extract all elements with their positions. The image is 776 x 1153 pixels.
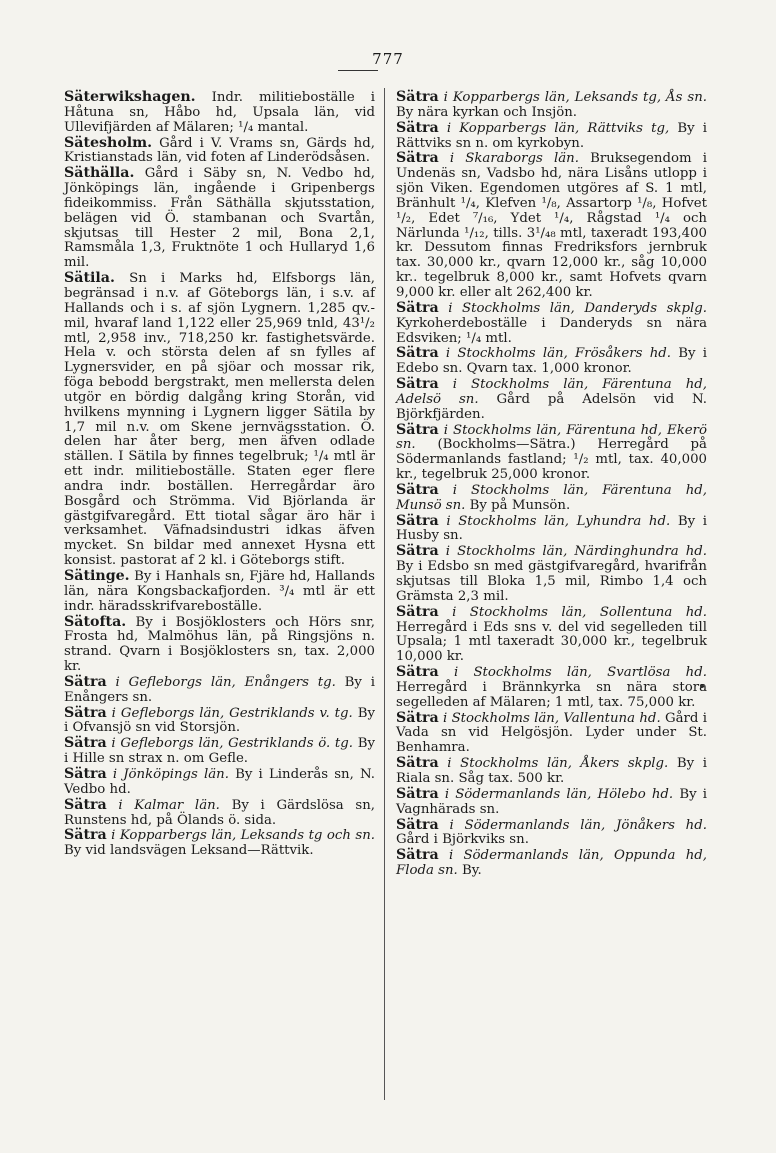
- dictionary-entry: [64, 675, 375, 706]
- entry-text: Sn i Marks hd, Elfsborgs län, begränsad i n.v. af Göteborgs län, i s.v. af Hallands och i s. af sjön Lygnern. 1,285 qv.-mil, hvaraf land 1,122 eller 25,969 tnld, 43¹/₂ mtl, 2,958 inv., 718,250 kr. fastighetsvärde. Hela v. och största delen af sn fylles af Lygnersvider, en på sjöar och mossar rik, föga bebodd bergstrakt, men mellersta delen utgör en bördig dalgång kring Storån, vid hvilkens mynning i Lygnern ligger Sätila by 1,7 mil n.v. om Skene jernvägsstation. Ö. delen har åter berg, men äfven odlade ställen. I Sätila by finnes tegelbruk; ¹/₄ mtl är ett indr. militieboställe. Staten eger flere andra indr. boställen. Herregårdar äro Bosgård och Strömma. Vid Björlanda är gästgifvaregård. Ett tiotal sågar äro här i verksamhet. Väfnadsindustri idkas äfven mycket. Sn bildar med annexet Hysna ett konsist. pastorat af 2 kl. i Göteborgs stift.: [64, 271, 375, 569]
- entry-text: By på Munsön.: [469, 497, 571, 513]
- dictionary-entry: [396, 483, 707, 514]
- dictionary-entry: [396, 711, 707, 757]
- entry-text: Gård i Björkviks sn.: [396, 832, 529, 848]
- entry-region: i Kopparbergs län, Leksands tg, Ås sn.: [443, 90, 707, 105]
- column-divider: [384, 88, 385, 1100]
- dictionary-entry: [64, 828, 375, 859]
- entry-headword: Sätra: [64, 735, 107, 752]
- dictionary-entry: [64, 706, 375, 737]
- entry-text: By i Ofvansjö sn vid Storsjön.: [64, 705, 375, 736]
- entry-text: Indr. militieboställe i Håtuna sn, Håbo hd, Upsala län, vid Ullevifjärden af Mälaren; ¹/₄ mantal.: [64, 90, 375, 135]
- dictionary-entry: [64, 736, 375, 767]
- dictionary-entry: [396, 787, 707, 818]
- entry-region: i Skaraborgs län.: [449, 151, 579, 167]
- entry-headword: Sätra: [396, 481, 439, 498]
- entry-text: Kyrkoherdeboställe i Danderyds sn nära Edsviken; ¹/₄ mtl.: [396, 315, 707, 346]
- entry-text: By i Linderås sn, N. Vedbo hd.: [64, 766, 375, 797]
- entry-region: i Stockholms län, Frösåkers hd.: [445, 346, 671, 362]
- entry-text: By i Edebo sn. Qvarn tax. 1,000 kronor.: [396, 346, 707, 377]
- entry-text: Gård på Adelsön vid N. Björkfjärden.: [396, 391, 708, 422]
- entry-region: i Kopparbergs län, Rättviks tg,: [446, 120, 670, 136]
- entry-text: By i Hanhals sn, Fjäre hd, Hallands län, nära Kongsbackafjorden. ³/₄ mtl är ett indr. häradsskrifvareboställe.: [64, 569, 375, 614]
- dictionary-entry: [396, 301, 707, 347]
- entry-region: i Södermanlands län, Oppunda hd, Floda sn.: [396, 848, 707, 879]
- dictionary-entry: [64, 166, 375, 271]
- entry-headword: Sätesholm.: [64, 134, 153, 151]
- entry-region: i Stockholms län, Färentuna hd, Adelsö sn.: [396, 377, 707, 407]
- dictionary-entry: [396, 665, 707, 711]
- entry-headword: Säterwikshagen.: [64, 89, 196, 105]
- left-column: [64, 90, 375, 859]
- entry-headword: Sätra: [64, 704, 107, 721]
- entry-text: By.: [462, 863, 482, 879]
- entry-headword: Sätra: [396, 603, 439, 620]
- entry-headword: Säthälla.: [64, 165, 135, 182]
- entry-text: By i Husby sn.: [396, 513, 707, 544]
- dictionary-entry: [396, 605, 707, 665]
- entry-region: i Stockholms län, Danderyds skplg.: [448, 300, 708, 316]
- entry-headword: Sätra: [396, 119, 439, 136]
- dictionary-entry: [396, 151, 707, 300]
- entry-headword: Sätra: [396, 376, 439, 393]
- entry-text: By i Bosjöklosters och Hörs snr, Frosta hd, Malmöhus län, på Ringsjöns n. strand. Qvarn i Bosjöklosters sn, tax. 2,000 kr.: [64, 614, 375, 675]
- dictionary-entry: [396, 377, 707, 423]
- entry-region: i Stockholms län, Närdinghundra hd.: [445, 544, 707, 560]
- entry-headword: Sätra: [396, 512, 439, 529]
- entry-region: i Stockholms län, Sollentuna hd.: [452, 604, 707, 620]
- dictionary-entry: [396, 756, 707, 787]
- entry-headword: Sätra: [396, 89, 439, 105]
- entry-headword: Sätra: [396, 709, 439, 726]
- entry-text: By i Enångers sn.: [64, 674, 376, 705]
- page-number: 777: [372, 50, 404, 68]
- dictionary-entry: [396, 346, 707, 377]
- entry-text: Gård i Vada sn vid Helgösjön. Lyder under St. Benhamra.: [396, 710, 707, 756]
- entry-headword: Sätra: [396, 755, 439, 772]
- entry-region: i Stockholms län, Färentuna hd, Ekerö sn.: [396, 422, 707, 453]
- dictionary-entry: [64, 90, 375, 136]
- entry-region: i Stockholms län, Färentuna hd, Munsö sn.: [396, 482, 707, 513]
- entry-text: By i Rättviks sn n. om kyrkobyn.: [396, 120, 707, 151]
- entry-headword: Sätra: [396, 816, 439, 833]
- dictionary-entry: [396, 121, 707, 152]
- entry-text: By nära kyrkan och Insjön.: [396, 104, 578, 120]
- entry-text: Gård i V. Vrams sn, Gärds hd, Kristianstads län, vid foten af Linderödsåsen.: [64, 135, 375, 166]
- dictionary-entry: [64, 136, 375, 167]
- entry-headword: Sätra: [64, 796, 107, 813]
- dictionary-entry: [64, 569, 375, 615]
- entry-text: Bruksegendom i Undenäs sn, Vadsbo hd, nära Lisåns utlopp i sjön Viken. Egendomen utgöres af S. 1 mtl, Bränhult ¹/₄, Klefven ¹/₈, Assartorp ¹/₈, Hofvet ¹/₂, Edet ⁷/₁₆, Ydet ¹/₄, Rågstad ¹/₄ och Närlunda ¹/₁₂, tills. 3¹/₄₈ mtl, taxeradt 193,400 kr. Dessutom finnas Fredriksfors jernbruk tax. 30,000 kr., qvarn 12,000 kr., såg 10,000 kr.. tegelbruk 8,000 kr., samt Hofvets qvarn 9,000 kr. eller alt 262,400 kr.: [396, 151, 708, 300]
- entry-text: By i Edsbo sn med gästgifvaregård, hvarifrån skjutsas till Bloka 1,5 mil, Rimbo 1,4 och Grämsta 2,3 mil.: [396, 559, 707, 604]
- entry-text: By i Hille sn strax n. om Gefle.: [64, 736, 375, 767]
- entry-text: By i Gärdslösa sn, Runstens hd, på Ölands ö. sida.: [64, 797, 375, 828]
- entry-region: i Södermanlands län, Jönåkers hd.: [449, 817, 707, 833]
- entry-headword: Sätra: [396, 847, 439, 864]
- dictionary-entry: [64, 767, 375, 798]
- entry-region: i Södermanlands län, Hölebo hd.: [444, 786, 674, 802]
- entry-headword: Sätra: [396, 543, 439, 560]
- dictionary-entry: [396, 90, 707, 121]
- entry-region: i Stockholms län, Lyhundra hd.: [446, 513, 671, 529]
- entry-text: (Bockholms—Sätra.) Herregård på Södermanlands fastland; ¹/₂ mtl, tax. 40,000 kr., tegelbruk 25,000 kronor.: [396, 437, 707, 483]
- entry-headword: Sätila.: [64, 270, 115, 287]
- entry-headword: Sätra: [64, 827, 107, 844]
- dictionary-entry: [396, 818, 707, 849]
- entry-headword: Sätinge.: [64, 568, 130, 584]
- entry-text: By i Riala sn. Såg tax. 500 kr.: [396, 756, 707, 786]
- entry-headword: Sätra: [396, 345, 439, 362]
- entry-headword: Sätra: [64, 765, 107, 782]
- entry-headword: Sätra: [396, 785, 439, 802]
- right-column: [396, 90, 707, 879]
- dictionary-entry: [396, 423, 707, 483]
- entry-region: i Kalmar län.: [118, 797, 220, 813]
- entry-headword: Sätra: [396, 664, 439, 681]
- dictionary-entry: [396, 848, 707, 879]
- dictionary-entry: [64, 271, 375, 569]
- entry-text: By i Vagnhärads sn.: [396, 786, 707, 817]
- entry-text: By vid landsvägen Leksand—Rättvik.: [64, 843, 314, 859]
- entry-headword: Sätra: [396, 299, 439, 316]
- dictionary-entry: [64, 615, 375, 675]
- entry-text: Gård i Säby sn, N. Vedbo hd, Jönköpings län, ingående i Gripenbergs fideikommiss. Från Säthälla skjutsstation, belägen vid Ö. stambanan och Svartån, skjutsas till Hester 2 mil, Bona 2,1, Ramsmåla 1,3, Fruktnöte 1 och Hullaryd 1,6 mil.: [64, 166, 375, 271]
- entry-headword: Sätra: [396, 421, 439, 438]
- header-rule: [338, 70, 378, 71]
- entry-region: i Stockholms län, Vallentuna hd.: [443, 710, 661, 726]
- entry-region: i Stockholms län, Åkers skplg.: [447, 756, 669, 772]
- dictionary-entry: [64, 798, 375, 829]
- dictionary-entry: [396, 514, 707, 545]
- entry-headword: Sätofta.: [64, 613, 127, 630]
- entry-region: i Gefleborgs län, Gestriklands ö. tg.: [111, 736, 353, 752]
- dictionary-entry: [396, 544, 707, 604]
- entry-region: i Gefleborgs län, Enångers tg.: [115, 674, 336, 690]
- entry-region: i Gefleborgs län, Gestriklands v. tg.: [111, 705, 353, 721]
- entry-text: Herregård i Eds sns v. del vid segelleden till Upsala; 1 mtl taxeradt 30,000 kr., tegelbruk 10,000 kr.: [396, 619, 707, 665]
- entry-region: i Kopparbergs län, Leksands tg och sn.: [111, 828, 375, 844]
- entry-region: i Jönköpings län.: [112, 766, 229, 782]
- entry-headword: Sätra: [396, 150, 439, 167]
- entry-headword: Sätra: [64, 673, 107, 690]
- entry-text: Herregård i Brännkyrka sn nära stora segelleden af Mälaren; 1 mtl, tax. 75,000 kr.: [396, 679, 707, 710]
- entry-region: i Stockholms län, Svartlösa hd.: [453, 665, 707, 681]
